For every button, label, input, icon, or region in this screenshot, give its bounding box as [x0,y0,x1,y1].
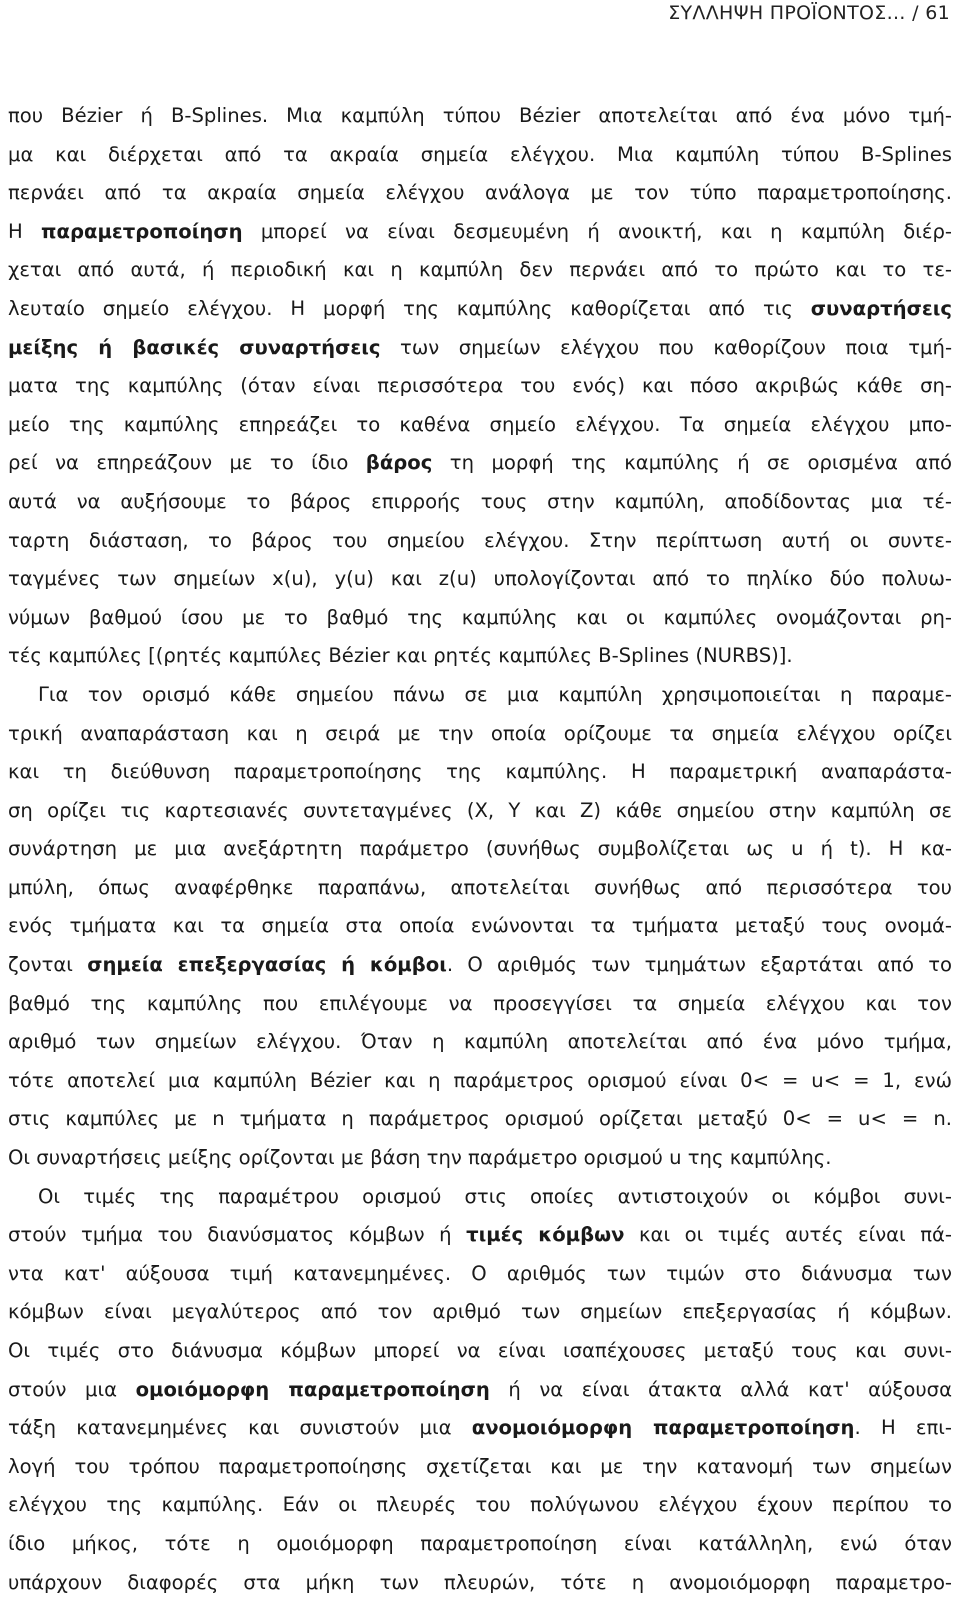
text-run: . Η επι- [854,1416,952,1440]
bold-term: συναρτήσεις [810,296,952,320]
text-line [8,1332,952,1371]
text-run: αυτά να αυξήσουμε το βάρος επιρροής τους στην καμπύλη, αποδίδοντας μια τέ- [8,489,952,513]
text-run: λευταίο σημείο ελέγχου. Η μορφή της καμπύλης καθορίζεται από τις [8,296,811,320]
text-line [8,830,952,869]
text-run: κόμβων είναι μεγαλύτερος από τον αριθμό των σημείων επεξεργασίας ή κόμβων. [8,1300,952,1324]
text-line [8,1564,952,1602]
text-line [8,560,952,599]
text-line [8,599,952,638]
text-line [8,946,952,985]
text-line [8,290,952,329]
text-line [8,869,952,908]
bold-term: σημεία επεξεργασίας ή κόμβοι [87,953,447,977]
text-run: τές καμπύλες [(ρητές καμπύλες Bézier και ρητές καμπύλες B-Splines (NURBS)]. [8,644,793,668]
text-run: Οι τιμές της παραμέτρου ορισμού στις οποίες αντιστοιχούν οι κόμβοι συνι- [38,1184,952,1208]
text-line [8,174,952,213]
text-line [8,444,952,483]
text-run: στούν τμήμα του διανύσματος κόμβων ή [8,1223,467,1247]
text-run: ενός τμήματα και τα σημεία στα οποία ενώνονται τα τμήματα μεταξύ τους ονομά- [8,914,952,938]
text-run: συνάρτηση με μια ανεξάρτητη παράμετρο (συνήθως συμβολίζεται ως u ή t). Η κα- [8,837,952,861]
text-run: αριθμό των σημείων ελέγχου. Όταν η καμπύλη αποτελείται από ένα μόνο τμήμα, [8,1030,952,1054]
bold-term: τιμές κόμβων [466,1223,625,1247]
text-run: ματα της καμπύλης (όταν είναι περισσότερα του ενός) και πόσο ακριβώς κάθε ση- [8,374,952,398]
text-line [8,637,952,676]
text-line [8,522,952,561]
text-run: τρική αναπαράσταση και η σειρά με την οποία ορίζουμε τα σημεία ελέγχου ορίζει [8,721,952,745]
text-run: λογή του τρόπου παραμετροποίησης σχετίζεται και με την κατανομή των σημείων [8,1454,952,1478]
text-line [8,213,952,252]
text-run: ταρτη διάσταση, το βάρος του σημείου ελέγχου. Στην περίπτωση αυτή οι συντε- [8,528,952,552]
text-line [8,367,952,406]
text-run: και οι τιμές αυτές είναι πά- [624,1223,952,1247]
text-run: που Bézier ή B-Splines. Μια καμπύλη τύπου Bézier αποτελείται από ένα μόνο τμή- [8,104,952,127]
bold-term: μείξης ή βασικές συναρτήσεις [8,335,381,359]
text-run: μπύλη, όπως αναφέρθηκε παραπάνω, αποτελείται συνήθως από περισσότερα του [8,875,952,899]
text-line [8,1448,952,1487]
text-line [8,1100,952,1139]
text-run: ή να είναι άτακτα αλλά κατ' αύξουσα [489,1377,952,1401]
text-run: τη μορφή της καμπύλης ή σε ορισμένα από [432,451,952,475]
text-run: . Ο αριθμός των τμημάτων εξαρτάται από το [446,953,952,977]
text-run: Οι τιμές στο διάνυσμα κόμβων μπορεί να είναι ισαπέχουσες μεταξύ τους και συνι- [8,1339,952,1362]
text-run: Οι συναρτήσεις μείξης ορίζονται με βάση την παράμετρο ορισμού u της καμπύλης. [8,1146,832,1170]
text-line [8,1023,952,1062]
text-run: νύμων βαθμού ίσου με το βαθμό της καμπύλης και οι καμπύλες ονομάζονται ρη- [8,605,952,629]
bold-term: ομοιόμορφη παραμετροποίηση [135,1377,490,1401]
bold-term: ανομοιόμορφη παραμετροποίηση [471,1416,855,1440]
text-run: Η [8,219,42,243]
text-run: μείο της καμπύλης επηρεάζει το καθένα σημείο ελέγχου. Τα σημεία ελέγχου μπο- [8,412,952,436]
text-line [8,985,952,1024]
text-line [8,1486,952,1525]
text-run: ρεί να επηρεάζουν με το ίδιο [8,451,366,475]
text-run: ίδιο μήκος, τότε η ομοιόμορφη παραμετροποίηση είναι κατάλληλη, ενώ όταν [8,1531,952,1555]
text-line [8,1139,952,1178]
text-run: Για τον ορισμό κάθε σημείου πάνω σε μια καμπύλη χρησιμοποιείται η παραμε- [38,682,952,706]
text-run: ελέγχου της καμπύλης. Εάν οι πλευρές του πολύγωνου ελέγχου έχουν περίπου το [8,1493,952,1517]
text-line [8,483,952,522]
text-line [8,1255,952,1294]
text-line [8,1525,952,1564]
body-text [8,97,952,1602]
text-run: ζονται [8,953,88,977]
text-line [8,1062,952,1101]
text-line [8,1409,952,1448]
text-line [8,97,952,136]
text-line [8,715,952,754]
text-run: περνάει από τα ακραία σημεία ελέγχου ανάλογα με τον τύπο παραμετροποίησης. [8,181,952,205]
text-line [8,1178,952,1217]
text-line [8,1216,952,1255]
text-run: ση ορίζει τις καρτεσιανές συντεταγμένες (X, Y και Z) κάθε σημείου στην καμπύλη σε [8,798,952,822]
text-run: και τη διεύθυνση παραμετροποίησης της καμπύλης. Η παραμετρική αναπαράστα- [8,760,952,784]
text-line [8,676,952,715]
text-line [8,792,952,831]
running-header: ΣΥΛΛΗΨΗ ΠΡΟΪΟΝΤΟΣ… / 61 [668,2,950,24]
text-run: τότε αποτελεί μια καμπύλη Bézier και η παράμετρος ορισμού είναι 0< = u< = 1, ενώ [8,1068,952,1092]
text-line [8,907,952,946]
text-line [8,329,952,368]
text-run: ταγμένες των σημείων x(u), y(u) και z(u) υπολογίζονται από το πηλίκο δύο πολυω- [8,567,952,591]
text-run: υπάρχουν διαφορές στα μήκη των πλευρών, τότε η ανομοιόμορφη παραμετρο- [8,1570,952,1594]
text-line [8,406,952,445]
text-run: τάξη κατανεμημένες και συνιστούν μια [8,1416,472,1440]
text-run: ντα κατ' αύξουσα τιμή κατανεμημένες. Ο αριθμός των τιμών στο διάνυσμα των [8,1261,952,1285]
text-line [8,251,952,290]
text-run: των σημείων ελέγχου που καθορίζουν ποια τμή- [380,335,952,359]
text-run: στις καμπύλες με n τμήματα η παράμετρος ορισμού ορίζεται μεταξύ 0< = u< = n. [8,1107,952,1131]
text-line [8,1293,952,1332]
text-line [8,753,952,792]
text-line [8,136,952,175]
text-run: μα και διέρχεται από τα ακραία σημεία ελέγχου. Μια καμπύλη τύπου B-Splines [8,142,952,166]
text-run: χεται από αυτά, ή περιοδική και η καμπύλη δεν περνάει από το πρώτο και το τε- [8,258,952,282]
bold-term: βάρος [365,451,433,475]
text-line [8,1371,952,1410]
text-run: βαθμό της καμπύλης που επιλέγουμε να προσεγγίσει τα σημεία ελέγχου και τον [8,991,952,1015]
text-run: στούν μια [8,1377,136,1401]
bold-term: παραμετροποίηση [41,219,243,243]
text-run: μπορεί να είναι δεσμευμένη ή ανοικτή, και η καμπύλη διέρ- [242,219,952,243]
